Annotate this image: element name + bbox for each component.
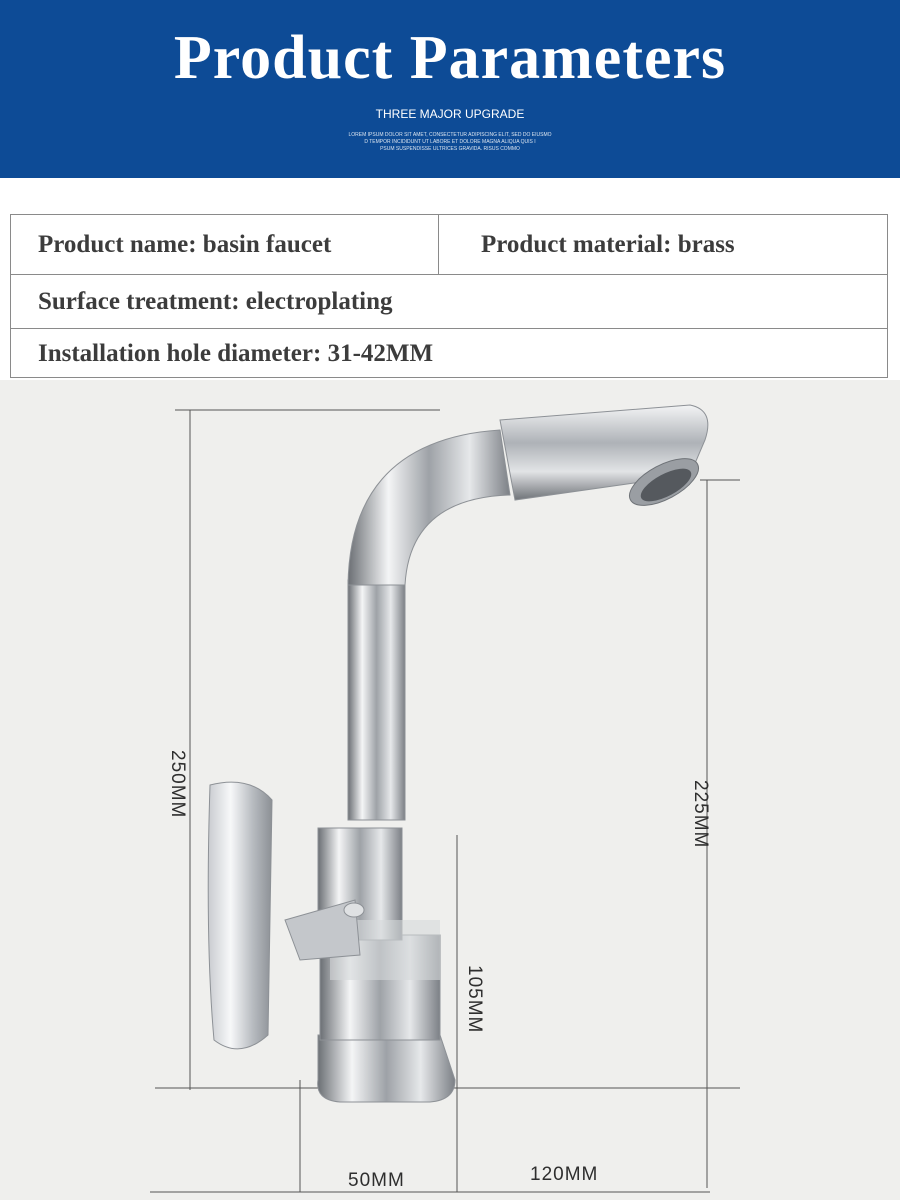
product-name-cell: Product name: basin faucet	[11, 215, 439, 274]
dimension-label-spout-reach: 120MM	[530, 1164, 599, 1185]
faucet-illustration	[208, 405, 708, 1102]
parameters-table	[10, 214, 888, 378]
banner-placeholder-line: PSUM SUSPENDISSE ULTRICES GRAVIDA. RISUS COMMO	[380, 146, 520, 152]
product-material-cell: Product material: brass	[481, 230, 735, 258]
faucet-drawing	[0, 380, 900, 1200]
parameters-row	[11, 329, 887, 378]
hole-diameter-cell: Installation hole diameter: 31-42MM	[38, 339, 434, 367]
dimension-label-spout-height: 225MM	[690, 780, 711, 849]
parameters-row	[11, 275, 887, 329]
banner-placeholder-text	[320, 132, 580, 153]
banner-subtitle: THREE MAJOR UPGRADE	[375, 107, 525, 121]
dimension-label-body-height: 105MM	[464, 965, 485, 1034]
header-banner	[0, 0, 900, 178]
banner-placeholder-line: D TEMPOR INCIDIDUNT UT LABORE ET DOLORE MAGNA ALIQUA QUIS I	[364, 139, 536, 145]
surface-treatment-cell: Surface treatment: electroplating	[38, 287, 393, 315]
dimension-label-base-width: 50MM	[348, 1170, 405, 1191]
product-dimension-diagram	[0, 380, 900, 1200]
parameters-row	[11, 215, 887, 275]
page-title: Product Parameters	[173, 24, 727, 92]
banner-placeholder-line: LOREM IPSUM DOLOR SIT AMET, CONSECTETUR ADIPISCING ELIT, SED DO EIUSMO	[348, 132, 552, 138]
dimension-label-total-height: 250MM	[167, 750, 188, 819]
